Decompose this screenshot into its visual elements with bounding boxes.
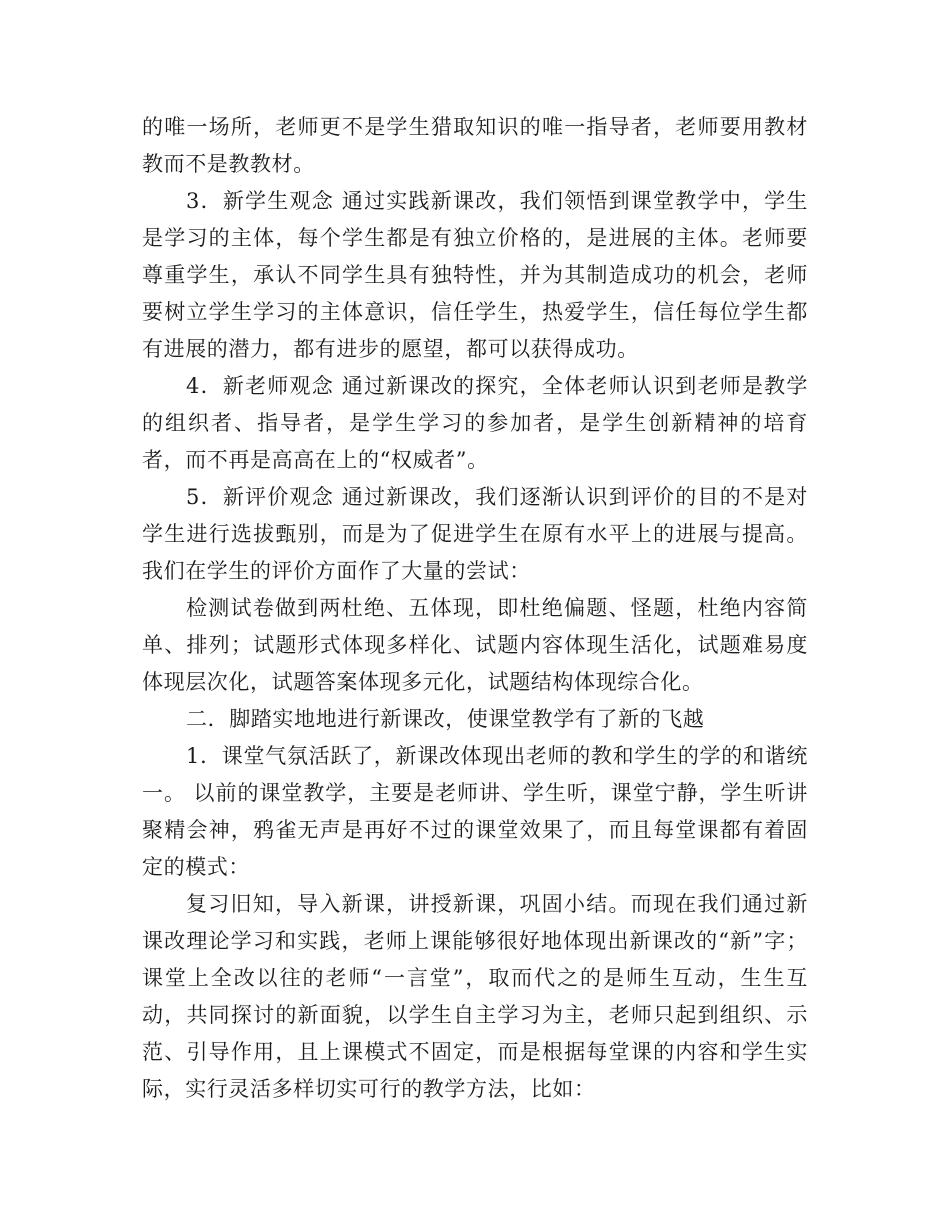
paragraph-continuation: 的唯一场所，老师更不是学生猎取知识的唯一指导者，老师要用教材教而不是教教材。 — [142, 115, 808, 176]
paragraph-new-teacher-concept: 4．新老师观念 通过新课改的探究，全体老师认识到老师是教学的组织者、指导者，是学生学习的参加者，是学生创新精神的培育者，而不再是高高在上的“权威者”。 — [142, 374, 808, 472]
section-heading-2: 二．脚踏实地地进行新课改，使课堂教学有了新的飞越 — [186, 707, 705, 731]
paragraph-classroom-atmosphere: 1．课堂气氛活跃了，新课改体现出老师的教和学生的学的和谐统一。 以前的课堂教学，主要是老师讲、学生听，课堂宁静，学生听讲聚精会神，鸦雀无声是再好不过的课堂效果了，而且每堂课都有着固定的模式： — [142, 744, 808, 879]
paragraph-exam-paper: 检测试卷做到两杜绝、五体现，即杜绝偏题、怪题，杜绝内容简单、排列；试题形式体现多样化、试题内容体现生活化，试题难易度体现层次化，试题答案体现多元化，试题结构体现综合化。 — [142, 596, 808, 694]
paragraph-review-knowledge: 复习旧知，导入新课，讲授新课，巩固小结。而现在我们通过新课改理论学习和实践，老师上课能够很好地体现出新课改的“新”字；课堂上全改以往的老师“一言堂”，取而代之的是师生互动，生生互动，共同探讨的新面貌，以学生自主学习为主，老师只起到组织、示范、引导作用，且上课模式不固定，而是根据每堂课的内容和学生实际，实行灵活多样切实可行的教学方法，比如： — [142, 892, 808, 1101]
paragraph-new-evaluation-concept: 5．新评价观念 通过新课改，我们逐渐认识到评价的目的不是对学生进行选拔甄别，而是为了促进学生在原有水平上的进展与提高。我们在学生的评价方面作了大量的尝试： — [142, 485, 808, 583]
paragraph-new-student-concept: 3．新学生观念 通过实践新课改，我们领悟到课堂教学中，学生是学习的主体，每个学生都是有独立价格的，是进展的主体。老师要尊重学生，承认不同学生具有独特性，并为其制造成功的机会，老师要树立学生学习的主体意识，信任学生，热爱学生，信任每位学生都有进展的潜力，都有进步的愿望，都可以获得成功。 — [142, 189, 808, 361]
body-text — [142, 109, 808, 1108]
